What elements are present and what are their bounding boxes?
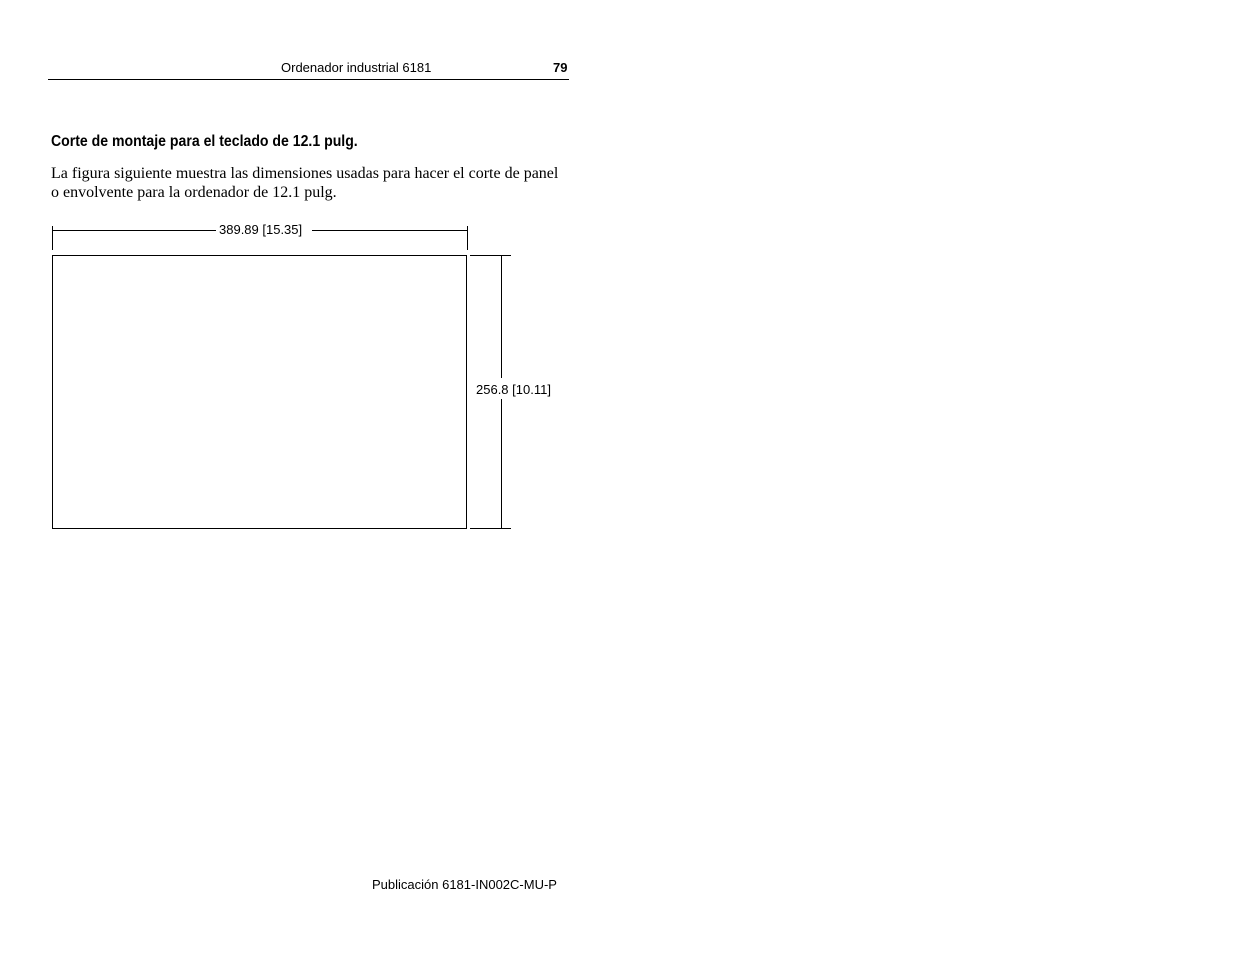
- cutout-dimension-figure: [0, 0, 600, 560]
- width-dimension-label: 389.89 [15.35]: [219, 222, 303, 237]
- publication-footer: Publicación 6181-IN002C-MU-P: [372, 877, 557, 892]
- header-title: Ordenador industrial 6181: [281, 60, 432, 75]
- height-dimension-label: 256.8 [10.11]: [476, 382, 551, 397]
- page-number: 79: [553, 60, 568, 75]
- cutout-rectangle: [53, 256, 467, 529]
- body-paragraph: La figura siguiente muestra las dimensiones usadas para hacer el corte de panel o envolvente para la ordenador de 12.1 pulg.: [51, 165, 559, 201]
- section-heading: Corte de montaje para el teclado de 12.1 pulg.: [51, 133, 358, 150]
